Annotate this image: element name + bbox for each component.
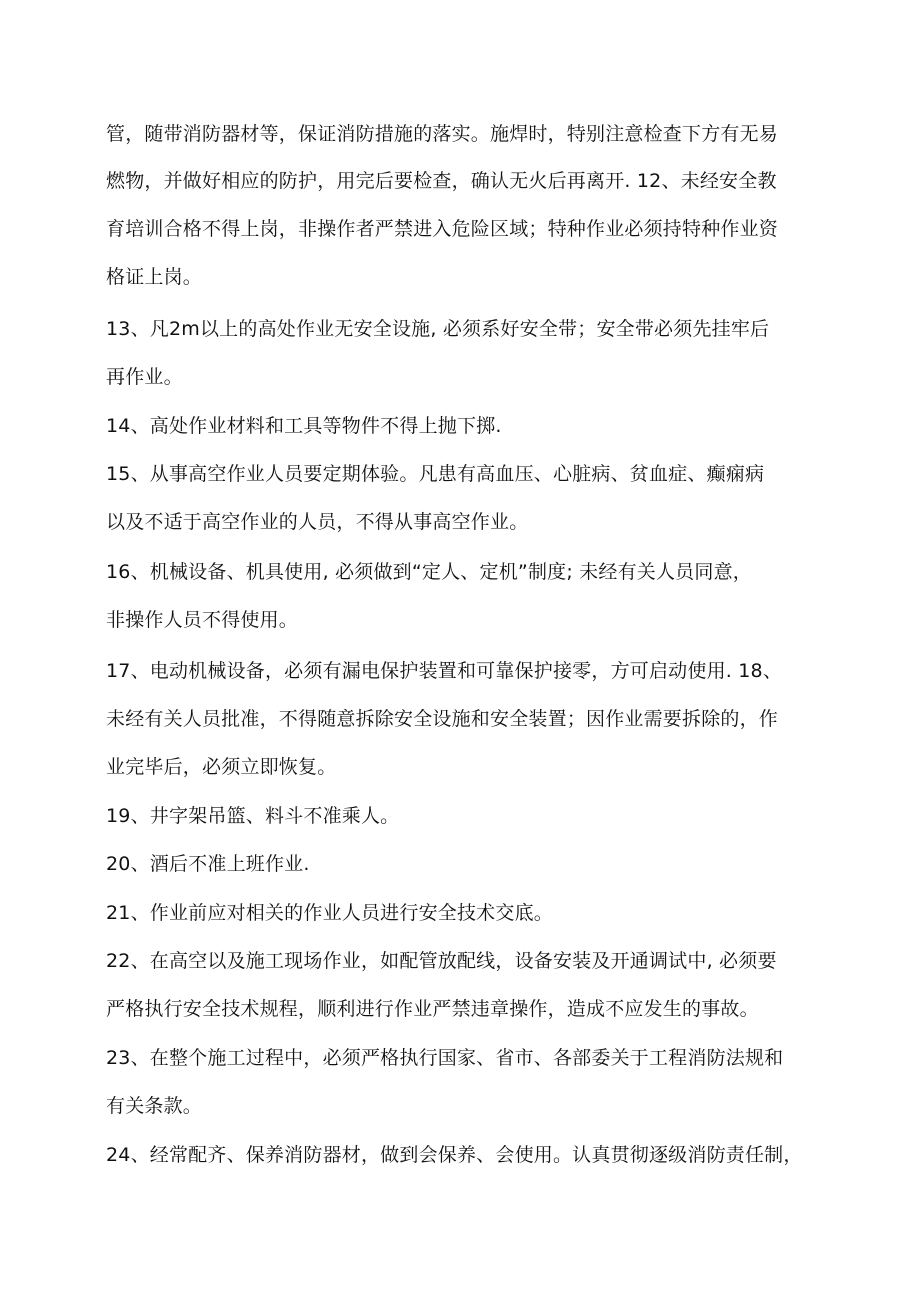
text-line: 燃物，并做好相应的防护，用完后要检查，确认无火后再离开. 12、未经安全教: [106, 170, 777, 192]
text-line: 非操作人员不得使用。: [106, 609, 299, 631]
text-line: 育培训合格不得上岗，非操作者严禁进入危险区域；特种作业必须持特种作业资: [106, 218, 779, 240]
text-line: 14、高处作业材料和工具等物件不得上抛下掷.: [106, 415, 502, 437]
text-line: 19、井字架吊篮、料斗不准乘人。: [106, 805, 400, 827]
text-line: 24、经常配齐、保养消防器材，做到会保养、会使用。认真贯彻逐级消防责任制，: [106, 1144, 803, 1166]
text-line: 15、从事高空作业人员要定期体验。凡患有高血压、心脏病、贫血症、癫痫病: [106, 463, 765, 485]
text-line: 业完毕后，必须立即恢复。: [106, 756, 337, 778]
text-line: 13、凡2m以上的高处作业无安全设施, 必须系好安全带；安全带必须先挂牢后: [106, 318, 770, 340]
text-line: 21、作业前应对相关的作业人员进行安全技术交底。: [106, 902, 553, 924]
text-line: 17、电动机械设备，必须有漏电保护装置和可靠保护接零，方可启动使用. 18、: [106, 660, 783, 682]
text-line: 未经有关人员批准，不得随意拆除安全设施和安全装置；因作业需要拆除的，作: [106, 708, 779, 730]
text-line: 再作业。: [106, 366, 183, 388]
text-line: 16、机械设备、机具使用, 必须做到“定人、定机”制度; 未经有关人员同意，: [106, 561, 752, 583]
text-line: 22、在高空以及施工现场作业，如配管放配线，设备安装及开通调试中, 必须要: [106, 950, 777, 972]
text-line: 20、酒后不准上班作业.: [106, 853, 310, 875]
text-line: 管，随带消防器材等，保证消防措施的落实。施焊时，特别注意检查下方有无易: [106, 123, 779, 145]
text-line: 23、在整个施工过程中，必须严格执行国家、省市、各部委关于工程消防法规和: [106, 1047, 784, 1069]
text-line: 以及不适于高空作业的人员，不得从事高空作业。: [106, 511, 529, 533]
text-line: 严格执行安全技术规程，顺利进行作业严禁违章操作，造成不应发生的事故。: [106, 998, 759, 1020]
text-line: 格证上岗。: [106, 266, 203, 288]
text-line: 有关条款。: [106, 1095, 203, 1117]
